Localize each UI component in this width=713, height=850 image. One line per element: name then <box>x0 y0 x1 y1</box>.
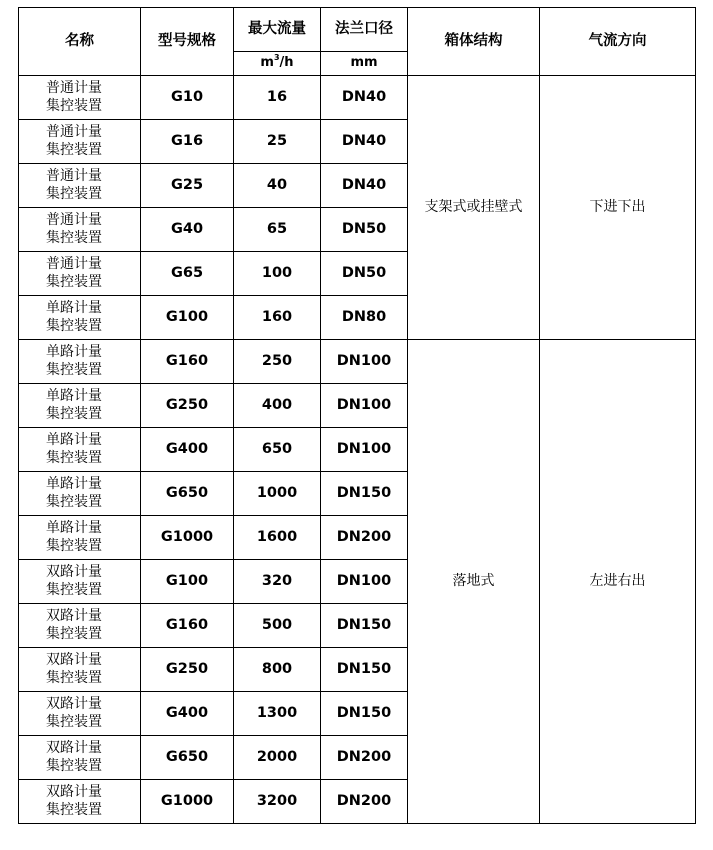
cell-flow: 100 <box>234 252 321 296</box>
cell-cabinet: 落地式 <box>408 340 540 824</box>
name-line1: 普通计量 <box>46 168 102 184</box>
cell-flange: DN100 <box>321 384 408 428</box>
cell-model: G10 <box>141 76 234 120</box>
name-line2: 集控装置 <box>46 493 102 510</box>
cell-flange: DN150 <box>321 692 408 736</box>
cell-name <box>19 340 141 384</box>
cell-flange: DN150 <box>321 648 408 692</box>
cell-model: G160 <box>141 340 234 384</box>
name-line2: 集控装置 <box>46 449 102 466</box>
header-row <box>19 8 696 52</box>
cell-flange: DN150 <box>321 604 408 648</box>
name-line1: 单路计量 <box>46 388 102 404</box>
cell-name <box>19 296 141 340</box>
cell-model: G160 <box>141 604 234 648</box>
table-row <box>19 340 696 384</box>
cell-model: G1000 <box>141 516 234 560</box>
name-line1: 双路计量 <box>46 608 102 624</box>
cell-flange: DN50 <box>321 208 408 252</box>
cell-name <box>19 164 141 208</box>
spec-table <box>18 7 696 824</box>
cell-name <box>19 252 141 296</box>
name-line2: 集控装置 <box>46 713 102 730</box>
cell-flange: DN40 <box>321 164 408 208</box>
cell-flow: 650 <box>234 428 321 472</box>
name-line2: 集控装置 <box>46 141 102 158</box>
name-line1: 单路计量 <box>46 432 102 448</box>
cell-flange: DN40 <box>321 76 408 120</box>
name-line1: 双路计量 <box>46 652 102 668</box>
cell-flange: DN80 <box>321 296 408 340</box>
cell-model: G100 <box>141 560 234 604</box>
name-line2: 集控装置 <box>46 405 102 422</box>
name-line2: 集控装置 <box>46 317 102 334</box>
cell-flange: DN200 <box>321 736 408 780</box>
name-line1: 普通计量 <box>46 80 102 96</box>
cell-flow: 320 <box>234 560 321 604</box>
cell-name <box>19 604 141 648</box>
cell-model: G250 <box>141 648 234 692</box>
cell-name <box>19 780 141 824</box>
cell-flange: DN100 <box>321 560 408 604</box>
cell-name <box>19 384 141 428</box>
cell-model: G40 <box>141 208 234 252</box>
name-line1: 双路计量 <box>46 696 102 712</box>
name-line1: 普通计量 <box>46 124 102 140</box>
unit-flow: $m^3/h$ <box>234 52 321 76</box>
cell-model: G400 <box>141 692 234 736</box>
cell-model: G400 <box>141 428 234 472</box>
name-line2: 集控装置 <box>46 669 102 686</box>
name-line1: 双路计量 <box>46 740 102 756</box>
cell-model: G16 <box>141 120 234 164</box>
cell-flange: DN100 <box>321 428 408 472</box>
table-body <box>19 76 696 824</box>
name-line2: 集控装置 <box>46 229 102 246</box>
cell-airflow: 左进右出 <box>540 340 696 824</box>
cell-flange: DN40 <box>321 120 408 164</box>
cell-model: G250 <box>141 384 234 428</box>
header-cabinet: 箱体结构 <box>408 8 540 76</box>
cell-name <box>19 472 141 516</box>
cell-model: G25 <box>141 164 234 208</box>
cell-flow: 250 <box>234 340 321 384</box>
cell-name <box>19 692 141 736</box>
cell-name <box>19 120 141 164</box>
cell-flow: 160 <box>234 296 321 340</box>
cell-name <box>19 648 141 692</box>
cell-flow: 800 <box>234 648 321 692</box>
cell-name <box>19 208 141 252</box>
header-name: 名称 <box>19 8 141 76</box>
name-line2: 集控装置 <box>46 273 102 290</box>
header-model: 型号规格 <box>141 8 234 76</box>
header-airflow: 气流方向 <box>540 8 696 76</box>
cell-flow: 2000 <box>234 736 321 780</box>
name-line2: 集控装置 <box>46 581 102 598</box>
cell-flow: 1300 <box>234 692 321 736</box>
cell-flange: DN200 <box>321 516 408 560</box>
name-line1: 单路计量 <box>46 520 102 536</box>
name-line1: 双路计量 <box>46 784 102 800</box>
table-row <box>19 76 696 120</box>
name-line2: 集控装置 <box>46 361 102 378</box>
cell-flange: DN200 <box>321 780 408 824</box>
cell-cabinet: 支架式或挂壁式 <box>408 76 540 340</box>
cell-model: G100 <box>141 296 234 340</box>
name-line1: 单路计量 <box>46 344 102 360</box>
cell-flow: 16 <box>234 76 321 120</box>
cell-model: G65 <box>141 252 234 296</box>
name-line1: 单路计量 <box>46 300 102 316</box>
name-line2: 集控装置 <box>46 537 102 554</box>
cell-name <box>19 76 141 120</box>
name-line2: 集控装置 <box>46 801 102 818</box>
cell-name <box>19 736 141 780</box>
cell-model: G650 <box>141 736 234 780</box>
cell-flow: 1000 <box>234 472 321 516</box>
cell-flow: 3200 <box>234 780 321 824</box>
name-line2: 集控装置 <box>46 97 102 114</box>
cell-model: G1000 <box>141 780 234 824</box>
cell-flow: 1600 <box>234 516 321 560</box>
cell-flange: DN50 <box>321 252 408 296</box>
cell-airflow: 下进下出 <box>540 76 696 340</box>
header-flange: 法兰口径 <box>321 8 408 52</box>
cell-flow: 65 <box>234 208 321 252</box>
name-line2: 集控装置 <box>46 625 102 642</box>
cell-flange: DN100 <box>321 340 408 384</box>
cell-flow: 500 <box>234 604 321 648</box>
cell-flow: 25 <box>234 120 321 164</box>
name-line1: 双路计量 <box>46 564 102 580</box>
name-line2: 集控装置 <box>46 185 102 202</box>
header-max-flow: 最大流量 <box>234 8 321 52</box>
name-line1: 普通计量 <box>46 212 102 228</box>
name-line1: 单路计量 <box>46 476 102 492</box>
cell-flow: 400 <box>234 384 321 428</box>
cell-flow: 40 <box>234 164 321 208</box>
cell-flange: DN150 <box>321 472 408 516</box>
cell-name <box>19 516 141 560</box>
cell-name <box>19 560 141 604</box>
cell-model: G650 <box>141 472 234 516</box>
cell-name <box>19 428 141 472</box>
unit-flange: mm <box>321 52 408 76</box>
name-line1: 普通计量 <box>46 256 102 272</box>
name-line2: 集控装置 <box>46 757 102 774</box>
